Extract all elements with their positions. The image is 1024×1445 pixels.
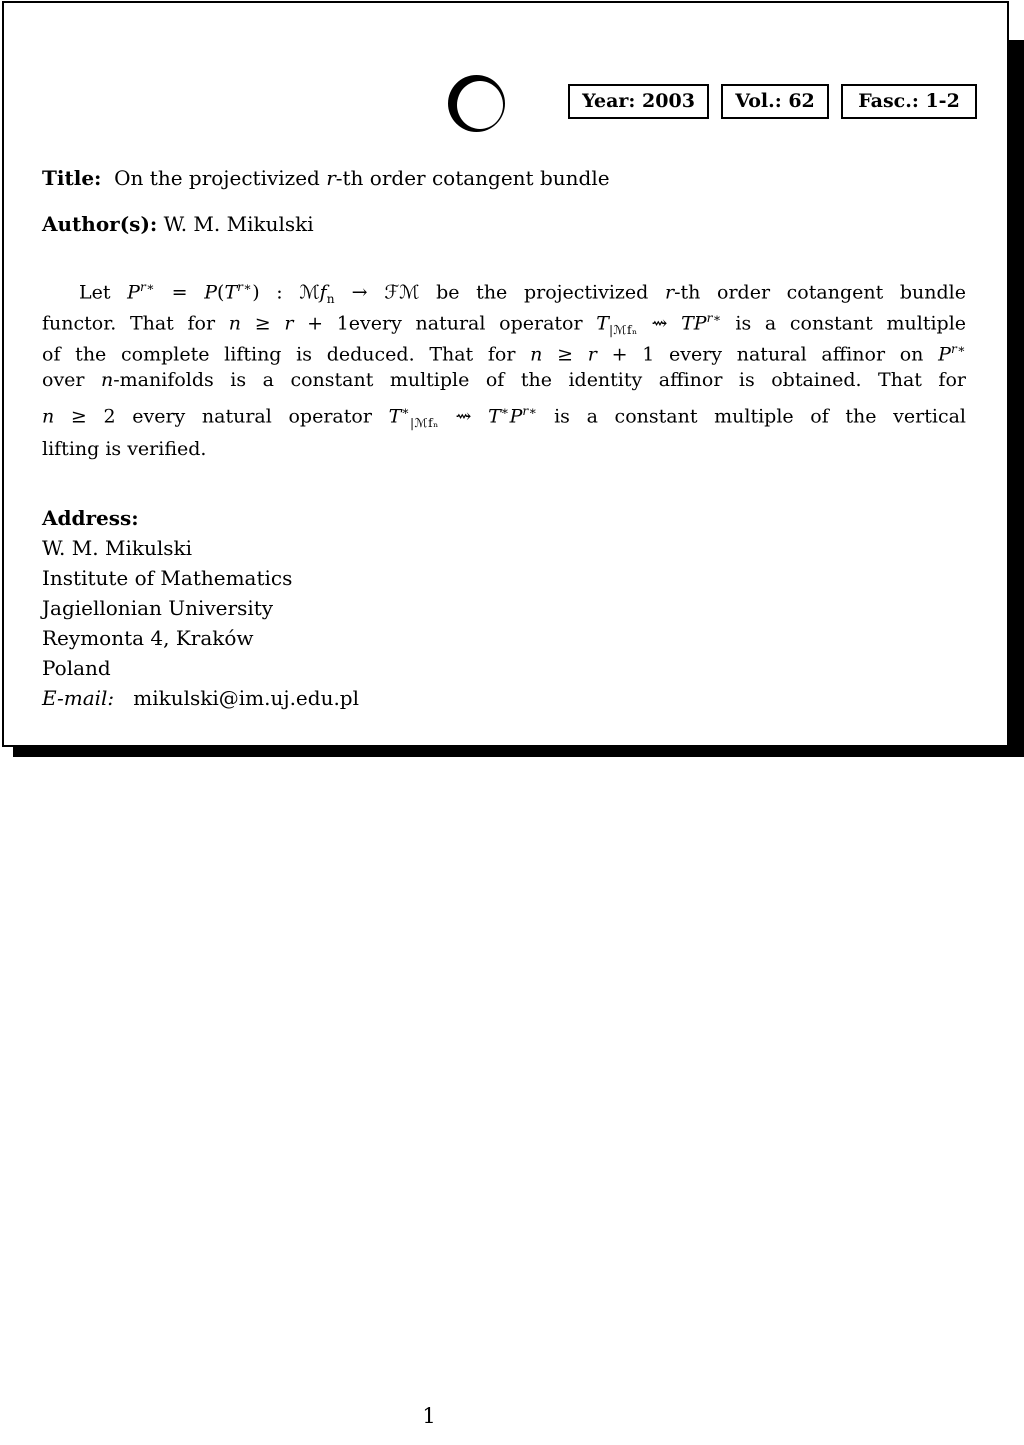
abstract-line: lifting is verified. [42, 438, 207, 460]
volume-badge: Vol.: 62 [721, 84, 829, 119]
abstract-line: of the complete lifting is deduced. That for n ≥ r + 1 every natural affinor on $P^{r∗}$ [42, 342, 967, 366]
address-university: Jagiellonian University [42, 596, 274, 620]
abstract-line: functor. That for n ≥ r + 1every natural operator $T_{|ℳf_n}$ ⇝ $TP^{r∗}$ is a constant multiple [42, 311, 967, 338]
abstract-card [2, 1, 1009, 747]
year-badge: Year: 2003 [568, 84, 709, 119]
page-number: 1 [422, 1404, 436, 1428]
fascicle-badge: Fasc.: 1-2 [841, 84, 977, 119]
issue-info-row [568, 84, 977, 119]
card-shadow-bottom [13, 746, 1024, 757]
journal-crescent-logo-icon [448, 75, 505, 132]
address-block [42, 503, 359, 713]
abstract-line: Let $P^{r∗} = P(T^{r∗})$ : ℳf$_n$ → ℱℳ be the projectivized r-th order cotangent bundle [79, 280, 966, 307]
address-street-city: Reymonta 4, Kraków [42, 626, 254, 650]
card-shadow-right [1009, 40, 1024, 757]
email-line: E-mail: mikulski@im.uj.edu.pl [42, 686, 359, 710]
address-country: Poland [42, 656, 111, 680]
address-institute: Institute of Mathematics [42, 566, 293, 590]
paper-title: Title: On the projectivized r-th order cotangent bundle [42, 166, 610, 190]
address-name: W. M. Mikulski [42, 536, 193, 560]
paper-authors: Author(s): W. M. Mikulski [42, 212, 314, 236]
crescent-highlight [457, 81, 503, 129]
address-heading: Address: [42, 506, 139, 530]
abstract-text [42, 272, 966, 465]
abstract-line: over n-manifolds is a constant multiple of the identity affinor is obtained. That for [42, 369, 966, 391]
abstract-line: n ≥ 2 every natural operator $T^∗_{|ℳf_n}$ ⇝ $T^∗P^{r∗}$ is a constant multiple of the vertical [42, 404, 967, 431]
